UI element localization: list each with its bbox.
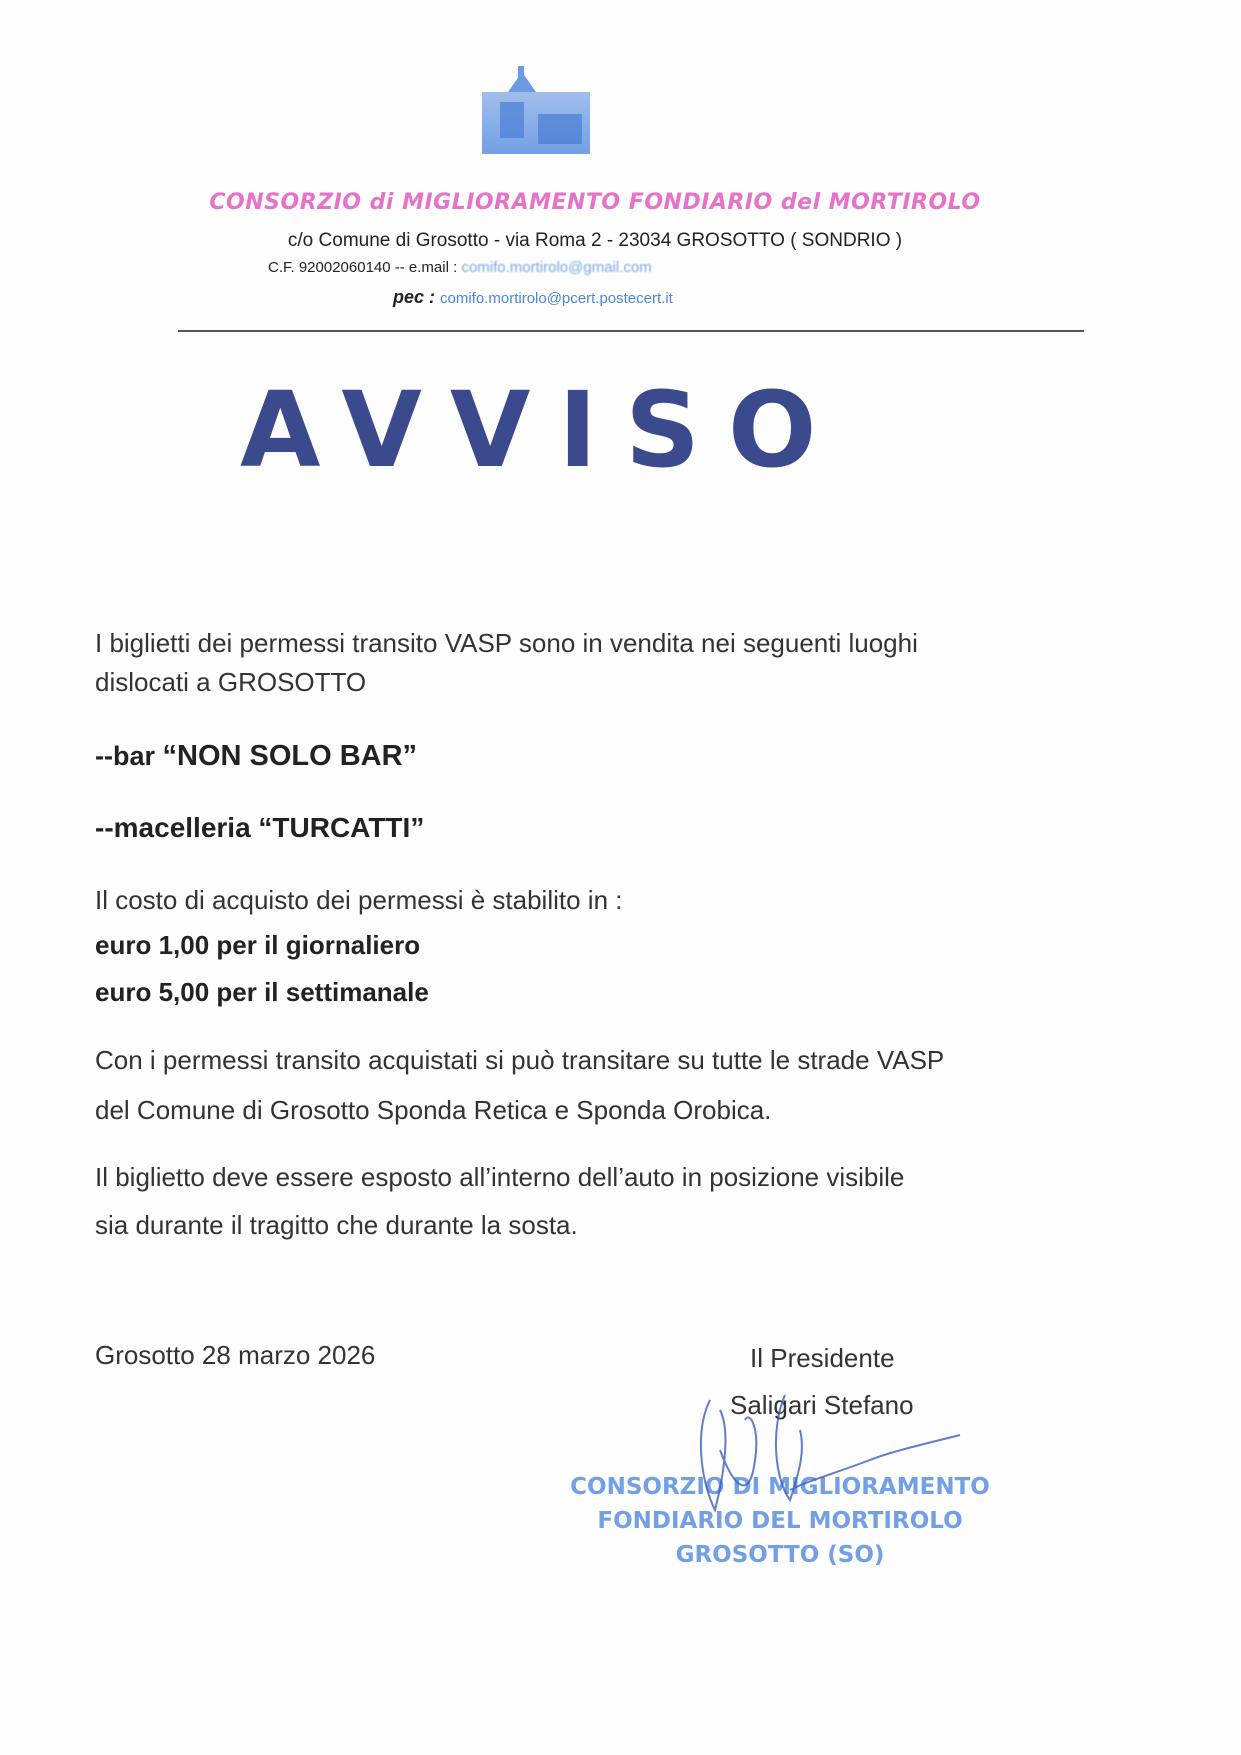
transit-line-1: Con i permessi transito acquistati si può transitare su tutte le strade VASP	[95, 1045, 945, 1075]
header-divider	[178, 330, 1084, 332]
church-logo-icon	[478, 62, 594, 158]
intro-line-1: I biglietti dei permessi transito VASP sono in vendita nei seguenti luoghi	[95, 628, 918, 658]
cost-weekly: euro 5,00 per il settimanale	[95, 977, 429, 1007]
organization-address: c/o Comune di Grosotto - via Roma 2 - 23034 GROSOTTO ( SONDRIO )	[287, 230, 903, 251]
fiscal-code-label: C.F. 92002060140 -- e.mail :	[268, 259, 462, 276]
place-date: Grosotto 28 marzo 2026	[95, 1340, 376, 1370]
sales-point-bar-prefix: --bar	[95, 741, 163, 771]
pec-line	[393, 287, 673, 308]
fiscal-code-line	[268, 259, 652, 276]
organization-name: CONSORZIO di MIGLIORAMENTO FONDIARIO del MORTIROLO	[209, 190, 981, 215]
stamp-line-2: FONDIARIO DEL MORTIROLO	[597, 1508, 963, 1534]
sales-point-bar	[95, 740, 417, 773]
stamp-line-3: GROSOTTO (SO)	[675, 1542, 885, 1568]
cost-daily: euro 1,00 per il giornaliero	[95, 930, 421, 960]
signatory-role: Il Presidente	[750, 1343, 895, 1373]
cost-intro: Il costo di acquisto dei permessi è stabilito in :	[95, 885, 623, 915]
pec-label: pec :	[393, 287, 441, 307]
pec-link[interactable]: comifo.mortirolo@pcert.postecert.it	[440, 290, 673, 307]
handwritten-signature	[690, 1390, 990, 1530]
notice-title: AVVISO	[240, 369, 845, 491]
stamp-line-1: CONSORZIO DI MIGLIORAMENTO	[570, 1474, 990, 1500]
intro-line-2: dislocati a GROSOTTO	[95, 667, 367, 697]
signatory-name: Saligari Stefano	[730, 1390, 914, 1420]
email-link[interactable]: comifo.mortirolo@gmail.com	[461, 259, 652, 276]
transit-line-2: del Comune di Grosotto Sponda Retica e Sponda Orobica.	[95, 1095, 772, 1125]
display-line-2: sia durante il tragitto che durante la sosta.	[95, 1210, 578, 1240]
sales-point-bar-name: “NON SOLO BAR”	[162, 740, 418, 772]
sales-point-butcher: --macelleria “TURCATTI”	[95, 812, 425, 843]
display-line-1: Il biglietto deve essere esposto all’interno dell’auto in posizione visibile	[95, 1162, 905, 1192]
